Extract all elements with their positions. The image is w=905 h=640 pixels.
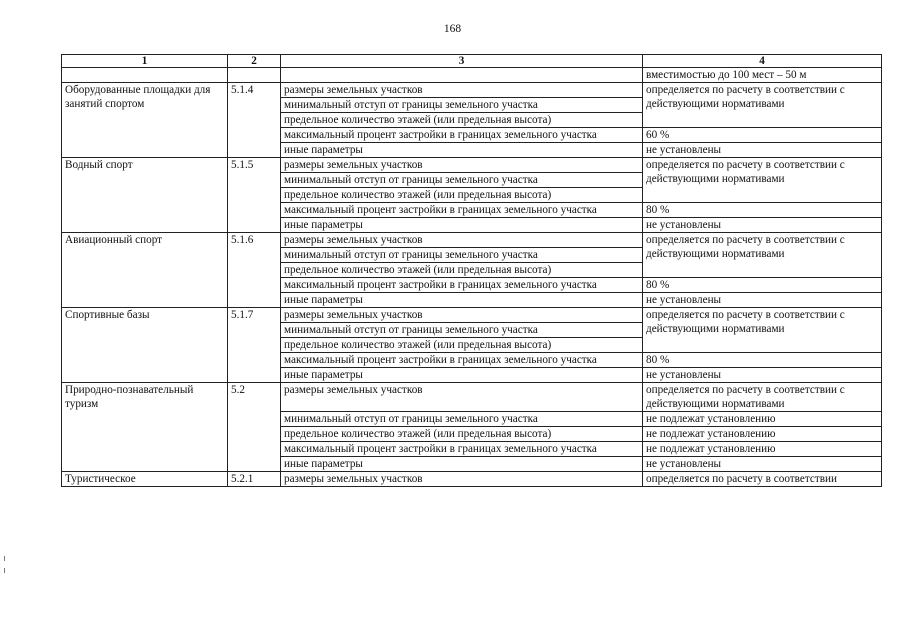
param-size: размеры земельных участков — [281, 233, 643, 248]
table-row — [62, 158, 882, 173]
param-size: размеры земельных участков — [281, 83, 643, 98]
param-other: иные параметры — [281, 457, 643, 472]
param-size: размеры земельных участков — [281, 383, 643, 412]
param-other: иные параметры — [281, 293, 643, 308]
param-size: размеры земельных участков — [281, 158, 643, 173]
column-header-1: 1 — [62, 55, 228, 68]
table-row — [62, 83, 882, 98]
column-header-2: 2 — [228, 55, 281, 68]
table-row — [62, 233, 882, 248]
param-value: не установлены — [643, 218, 882, 233]
param-value: не установлены — [643, 457, 882, 472]
use-type-name: Туристическое — [62, 472, 228, 487]
param-other: иные параметры — [281, 143, 643, 158]
use-type-code: 5.1.6 — [228, 233, 281, 308]
param-coverage: максимальный процент застройки в границах земельного участка — [281, 442, 643, 457]
coverage-value: 60 % — [643, 128, 882, 143]
param-setback: минимальный отступ от границы земельного участка — [281, 323, 643, 338]
param-coverage: максимальный процент застройки в границах земельного участка — [281, 128, 643, 143]
use-type-name: Водный спорт — [62, 158, 228, 233]
param-value: определяется по расчету в соответствии с действующими нормативами — [643, 233, 882, 278]
param-setback: минимальный отступ от границы земельного участка — [281, 173, 643, 188]
use-type-name: Авиационный спорт — [62, 233, 228, 308]
param-size: размеры земельных участков — [281, 472, 643, 487]
param-setback: минимальный отступ от границы земельного участка — [281, 412, 643, 427]
page-number: 168 — [443, 23, 462, 35]
param-value: не подлежат установлению — [643, 427, 882, 442]
param-value: не установлены — [643, 368, 882, 383]
param-value: определяется по расчету в соответствии с действующими нормативами — [643, 83, 882, 128]
param-value: не установлены — [643, 293, 882, 308]
param-floors: предельное количество этажей (или предельная высота) — [281, 427, 643, 442]
param-other: иные параметры — [281, 218, 643, 233]
use-type-name: Природно-познавательный туризм — [62, 383, 228, 472]
param-value: определяется по расчету в соответствии с действующими нормативами — [643, 158, 882, 203]
param-coverage: максимальный процент застройки в границах земельного участка — [281, 278, 643, 293]
table-row — [62, 308, 882, 323]
use-type-code: 5.2.1 — [228, 472, 281, 487]
param-value: не подлежат установлению — [643, 412, 882, 427]
table-header-row — [62, 55, 882, 68]
coverage-value: 80 % — [643, 353, 882, 368]
param-floors: предельное количество этажей (или предельная высота) — [281, 113, 643, 128]
use-type-code: 5.1.5 — [228, 158, 281, 233]
param-coverage: максимальный процент застройки в границах земельного участка — [281, 203, 643, 218]
table-row — [62, 383, 882, 412]
param-value: определяется по расчету в соответствии с действующими нормативами — [643, 308, 882, 353]
column-header-4: 4 — [643, 55, 882, 68]
param-value: не подлежат установлению — [643, 442, 882, 457]
coverage-value: 80 % — [643, 203, 882, 218]
carry-over-value: вместимостью до 100 мест – 50 м — [643, 68, 882, 83]
use-type-name: Спортивные базы — [62, 308, 228, 383]
param-setback: минимальный отступ от границы земельного участка — [281, 248, 643, 263]
coverage-value: 80 % — [643, 278, 882, 293]
use-type-code: 5.2 — [228, 383, 281, 472]
param-value: определяется по расчету в соответствии с действующими нормативами — [643, 383, 882, 412]
scan-artifact — [4, 556, 5, 561]
table-row — [62, 472, 882, 487]
param-floors: предельное количество этажей (или предельная высота) — [281, 188, 643, 203]
param-value: не установлены — [643, 143, 882, 158]
table-row — [62, 68, 882, 83]
zoning-parameters-table — [61, 54, 882, 487]
column-header-3: 3 — [281, 55, 643, 68]
use-type-code: 5.1.4 — [228, 83, 281, 158]
use-type-name: Оборудованные площадки для занятий спортом — [62, 83, 228, 158]
param-other: иные параметры — [281, 368, 643, 383]
scan-artifact — [4, 568, 5, 573]
param-setback: минимальный отступ от границы земельного участка — [281, 98, 643, 113]
param-size: размеры земельных участков — [281, 308, 643, 323]
param-floors: предельное количество этажей (или предельная высота) — [281, 263, 643, 278]
param-value: определяется по расчету в соответствии — [643, 472, 882, 487]
use-type-code: 5.1.7 — [228, 308, 281, 383]
param-floors: предельное количество этажей (или предельная высота) — [281, 338, 643, 353]
param-coverage: максимальный процент застройки в границах земельного участка — [281, 353, 643, 368]
